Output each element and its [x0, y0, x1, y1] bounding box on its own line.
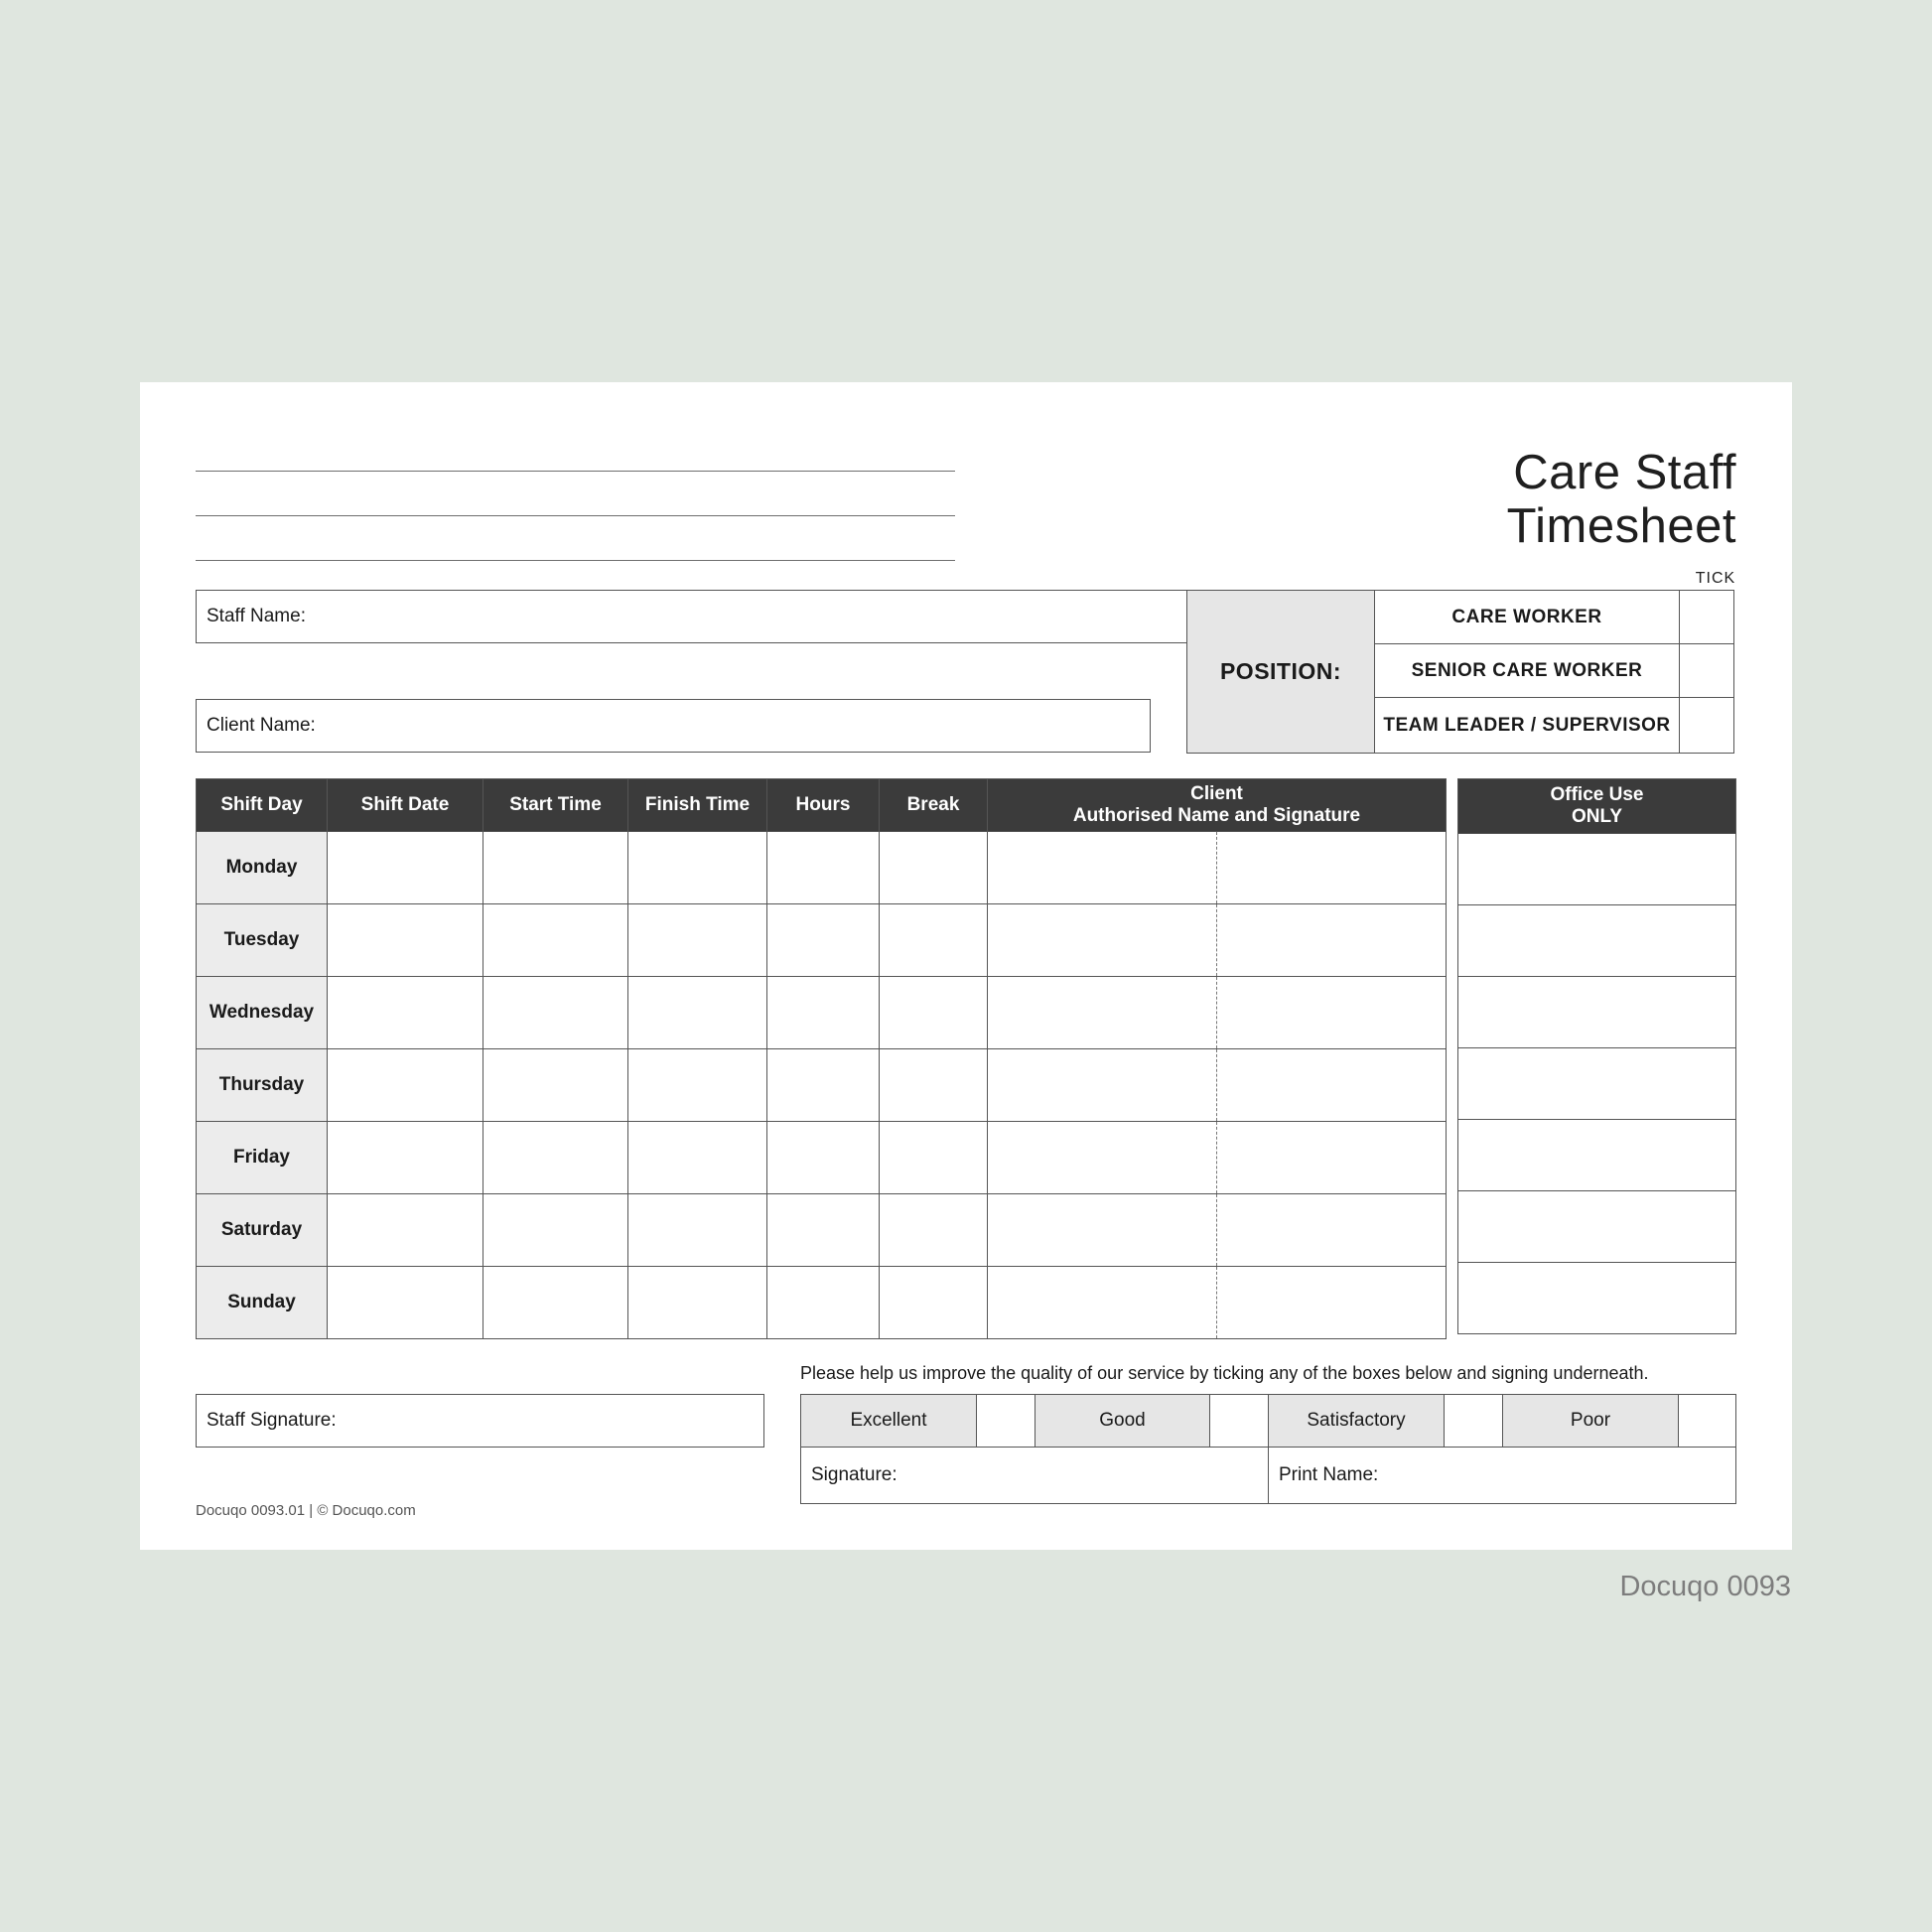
finish-time-cell[interactable]	[628, 1122, 767, 1194]
hours-cell[interactable]	[767, 1267, 880, 1339]
header-shift-day: Shift Day	[197, 779, 328, 832]
start-time-cell[interactable]	[483, 1194, 628, 1267]
shift-date-cell[interactable]	[328, 904, 483, 977]
header-blank-line-2[interactable]	[196, 515, 955, 516]
start-time-cell[interactable]	[483, 977, 628, 1049]
feedback-signature-field[interactable]	[801, 1448, 1269, 1504]
break-cell[interactable]	[880, 904, 988, 977]
role-senior-care-worker: SENIOR CARE WORKER	[1375, 644, 1680, 698]
shift-date-cell[interactable]	[328, 1194, 483, 1267]
client-name-cell[interactable]	[988, 1267, 1217, 1339]
break-cell[interactable]	[880, 977, 988, 1049]
timesheet-sheet	[140, 382, 1792, 1550]
finish-time-cell[interactable]	[628, 1049, 767, 1122]
header-start-time: Start Time	[483, 779, 628, 832]
rating-satisfactory: Satisfactory	[1269, 1395, 1445, 1448]
header-client-signature	[988, 779, 1447, 832]
office-use-cell[interactable]	[1458, 834, 1736, 905]
client-name-cell[interactable]	[988, 832, 1217, 904]
header-client-line-1: Client	[1190, 783, 1243, 804]
finish-time-cell[interactable]	[628, 832, 767, 904]
footer-text: Docuqo 0093.01 | © Docuqo.com	[196, 1502, 416, 1519]
client-name-cell[interactable]	[988, 1122, 1217, 1194]
title-line-1: Care Staff	[1513, 446, 1736, 499]
shift-table	[196, 778, 1447, 1339]
rating-poor: Poor	[1503, 1395, 1679, 1448]
client-name-cell[interactable]	[988, 1049, 1217, 1122]
tick-column-label: TICK	[1695, 570, 1736, 587]
header-client-line-2: Authorised Name and Signature	[1072, 805, 1361, 826]
header-break: Break	[880, 779, 988, 832]
client-signature-cell[interactable]	[1217, 1122, 1447, 1194]
office-use-cell[interactable]	[1458, 905, 1736, 977]
day-friday: Friday	[197, 1122, 328, 1194]
start-time-cell[interactable]	[483, 1049, 628, 1122]
role-team-leader-supervisor: TEAM LEADER / SUPERVISOR	[1375, 698, 1680, 754]
start-time-cell[interactable]	[483, 1267, 628, 1339]
shift-date-cell[interactable]	[328, 1049, 483, 1122]
office-use-cell[interactable]	[1458, 1263, 1736, 1334]
break-cell[interactable]	[880, 1049, 988, 1122]
break-cell[interactable]	[880, 832, 988, 904]
start-time-cell[interactable]	[483, 904, 628, 977]
office-use-table	[1457, 778, 1736, 1334]
hours-cell[interactable]	[767, 832, 880, 904]
table-row	[197, 1122, 1447, 1194]
office-use-cell[interactable]	[1458, 1120, 1736, 1191]
feedback-note: Please help us improve the quality of our service by ticking any of the boxes below and signing underneath.	[800, 1363, 1649, 1383]
hours-cell[interactable]	[767, 977, 880, 1049]
office-use-cell[interactable]	[1458, 1048, 1736, 1120]
client-signature-cell[interactable]	[1217, 1049, 1447, 1122]
position-table	[1186, 590, 1734, 754]
staff-signature-field[interactable]	[196, 1394, 764, 1448]
start-time-cell[interactable]	[483, 832, 628, 904]
office-use-cell[interactable]	[1458, 1191, 1736, 1263]
tick-box-good[interactable]	[1210, 1395, 1269, 1448]
shift-date-cell[interactable]	[328, 1267, 483, 1339]
table-row	[197, 832, 1447, 904]
table-row	[197, 977, 1447, 1049]
hours-cell[interactable]	[767, 1122, 880, 1194]
staff-name-field[interactable]	[196, 590, 1188, 643]
title-line-2: Timesheet	[1506, 499, 1736, 553]
client-name-field[interactable]	[196, 699, 1151, 753]
client-name-cell[interactable]	[988, 977, 1217, 1049]
day-sunday: Sunday	[197, 1267, 328, 1339]
position-label: POSITION:	[1187, 591, 1375, 754]
tick-box-senior-care-worker[interactable]	[1680, 644, 1734, 698]
client-signature-cell[interactable]	[1217, 977, 1447, 1049]
office-use-cell[interactable]	[1458, 977, 1736, 1048]
day-tuesday: Tuesday	[197, 904, 328, 977]
tick-box-excellent[interactable]	[977, 1395, 1035, 1448]
day-saturday: Saturday	[197, 1194, 328, 1267]
client-name-cell[interactable]	[988, 1194, 1217, 1267]
client-signature-cell[interactable]	[1217, 1194, 1447, 1267]
header-shift-date: Shift Date	[328, 779, 483, 832]
feedback-signature-label: Signature:	[811, 1464, 897, 1485]
header-office-use	[1458, 779, 1736, 834]
tick-box-care-worker[interactable]	[1680, 591, 1734, 644]
client-signature-cell[interactable]	[1217, 904, 1447, 977]
client-name-cell[interactable]	[988, 904, 1217, 977]
finish-time-cell[interactable]	[628, 977, 767, 1049]
page-title	[1507, 446, 1736, 553]
staff-name-label: Staff Name:	[207, 606, 306, 626]
table-row	[197, 1194, 1447, 1267]
hours-cell[interactable]	[767, 904, 880, 977]
header-finish-time: Finish Time	[628, 779, 767, 832]
client-signature-cell[interactable]	[1217, 832, 1447, 904]
break-cell[interactable]	[880, 1122, 988, 1194]
finish-time-cell[interactable]	[628, 904, 767, 977]
hours-cell[interactable]	[767, 1049, 880, 1122]
rating-good: Good	[1035, 1395, 1210, 1448]
day-thursday: Thursday	[197, 1049, 328, 1122]
break-cell[interactable]	[880, 1267, 988, 1339]
rating-excellent: Excellent	[801, 1395, 977, 1448]
table-row	[197, 904, 1447, 977]
hours-cell[interactable]	[767, 1194, 880, 1267]
finish-time-cell[interactable]	[628, 1194, 767, 1267]
day-wednesday: Wednesday	[197, 977, 328, 1049]
staff-signature-label: Staff Signature:	[207, 1410, 337, 1431]
document-code: Docuqo 0093	[1619, 1571, 1791, 1602]
shift-date-cell[interactable]	[328, 977, 483, 1049]
header-blank-line-1[interactable]	[196, 471, 955, 472]
header-blank-line-3[interactable]	[196, 560, 955, 561]
tick-box-poor[interactable]	[1679, 1395, 1736, 1448]
print-name-label: Print Name:	[1279, 1464, 1379, 1485]
feedback-table	[800, 1394, 1736, 1504]
print-name-field[interactable]	[1269, 1448, 1736, 1504]
role-care-worker: CARE WORKER	[1375, 591, 1680, 644]
client-signature-cell[interactable]	[1217, 1267, 1447, 1339]
office-use-line-1: Office Use	[1550, 784, 1644, 805]
office-use-line-2: ONLY	[1571, 806, 1623, 827]
tick-box-team-leader-supervisor[interactable]	[1680, 698, 1734, 754]
table-row	[197, 1049, 1447, 1122]
day-monday: Monday	[197, 832, 328, 904]
break-cell[interactable]	[880, 1194, 988, 1267]
start-time-cell[interactable]	[483, 1122, 628, 1194]
table-row	[197, 1267, 1447, 1339]
shift-date-cell[interactable]	[328, 832, 483, 904]
client-name-label: Client Name:	[207, 715, 316, 736]
finish-time-cell[interactable]	[628, 1267, 767, 1339]
shift-date-cell[interactable]	[328, 1122, 483, 1194]
header-hours: Hours	[767, 779, 880, 832]
tick-box-satisfactory[interactable]	[1445, 1395, 1503, 1448]
